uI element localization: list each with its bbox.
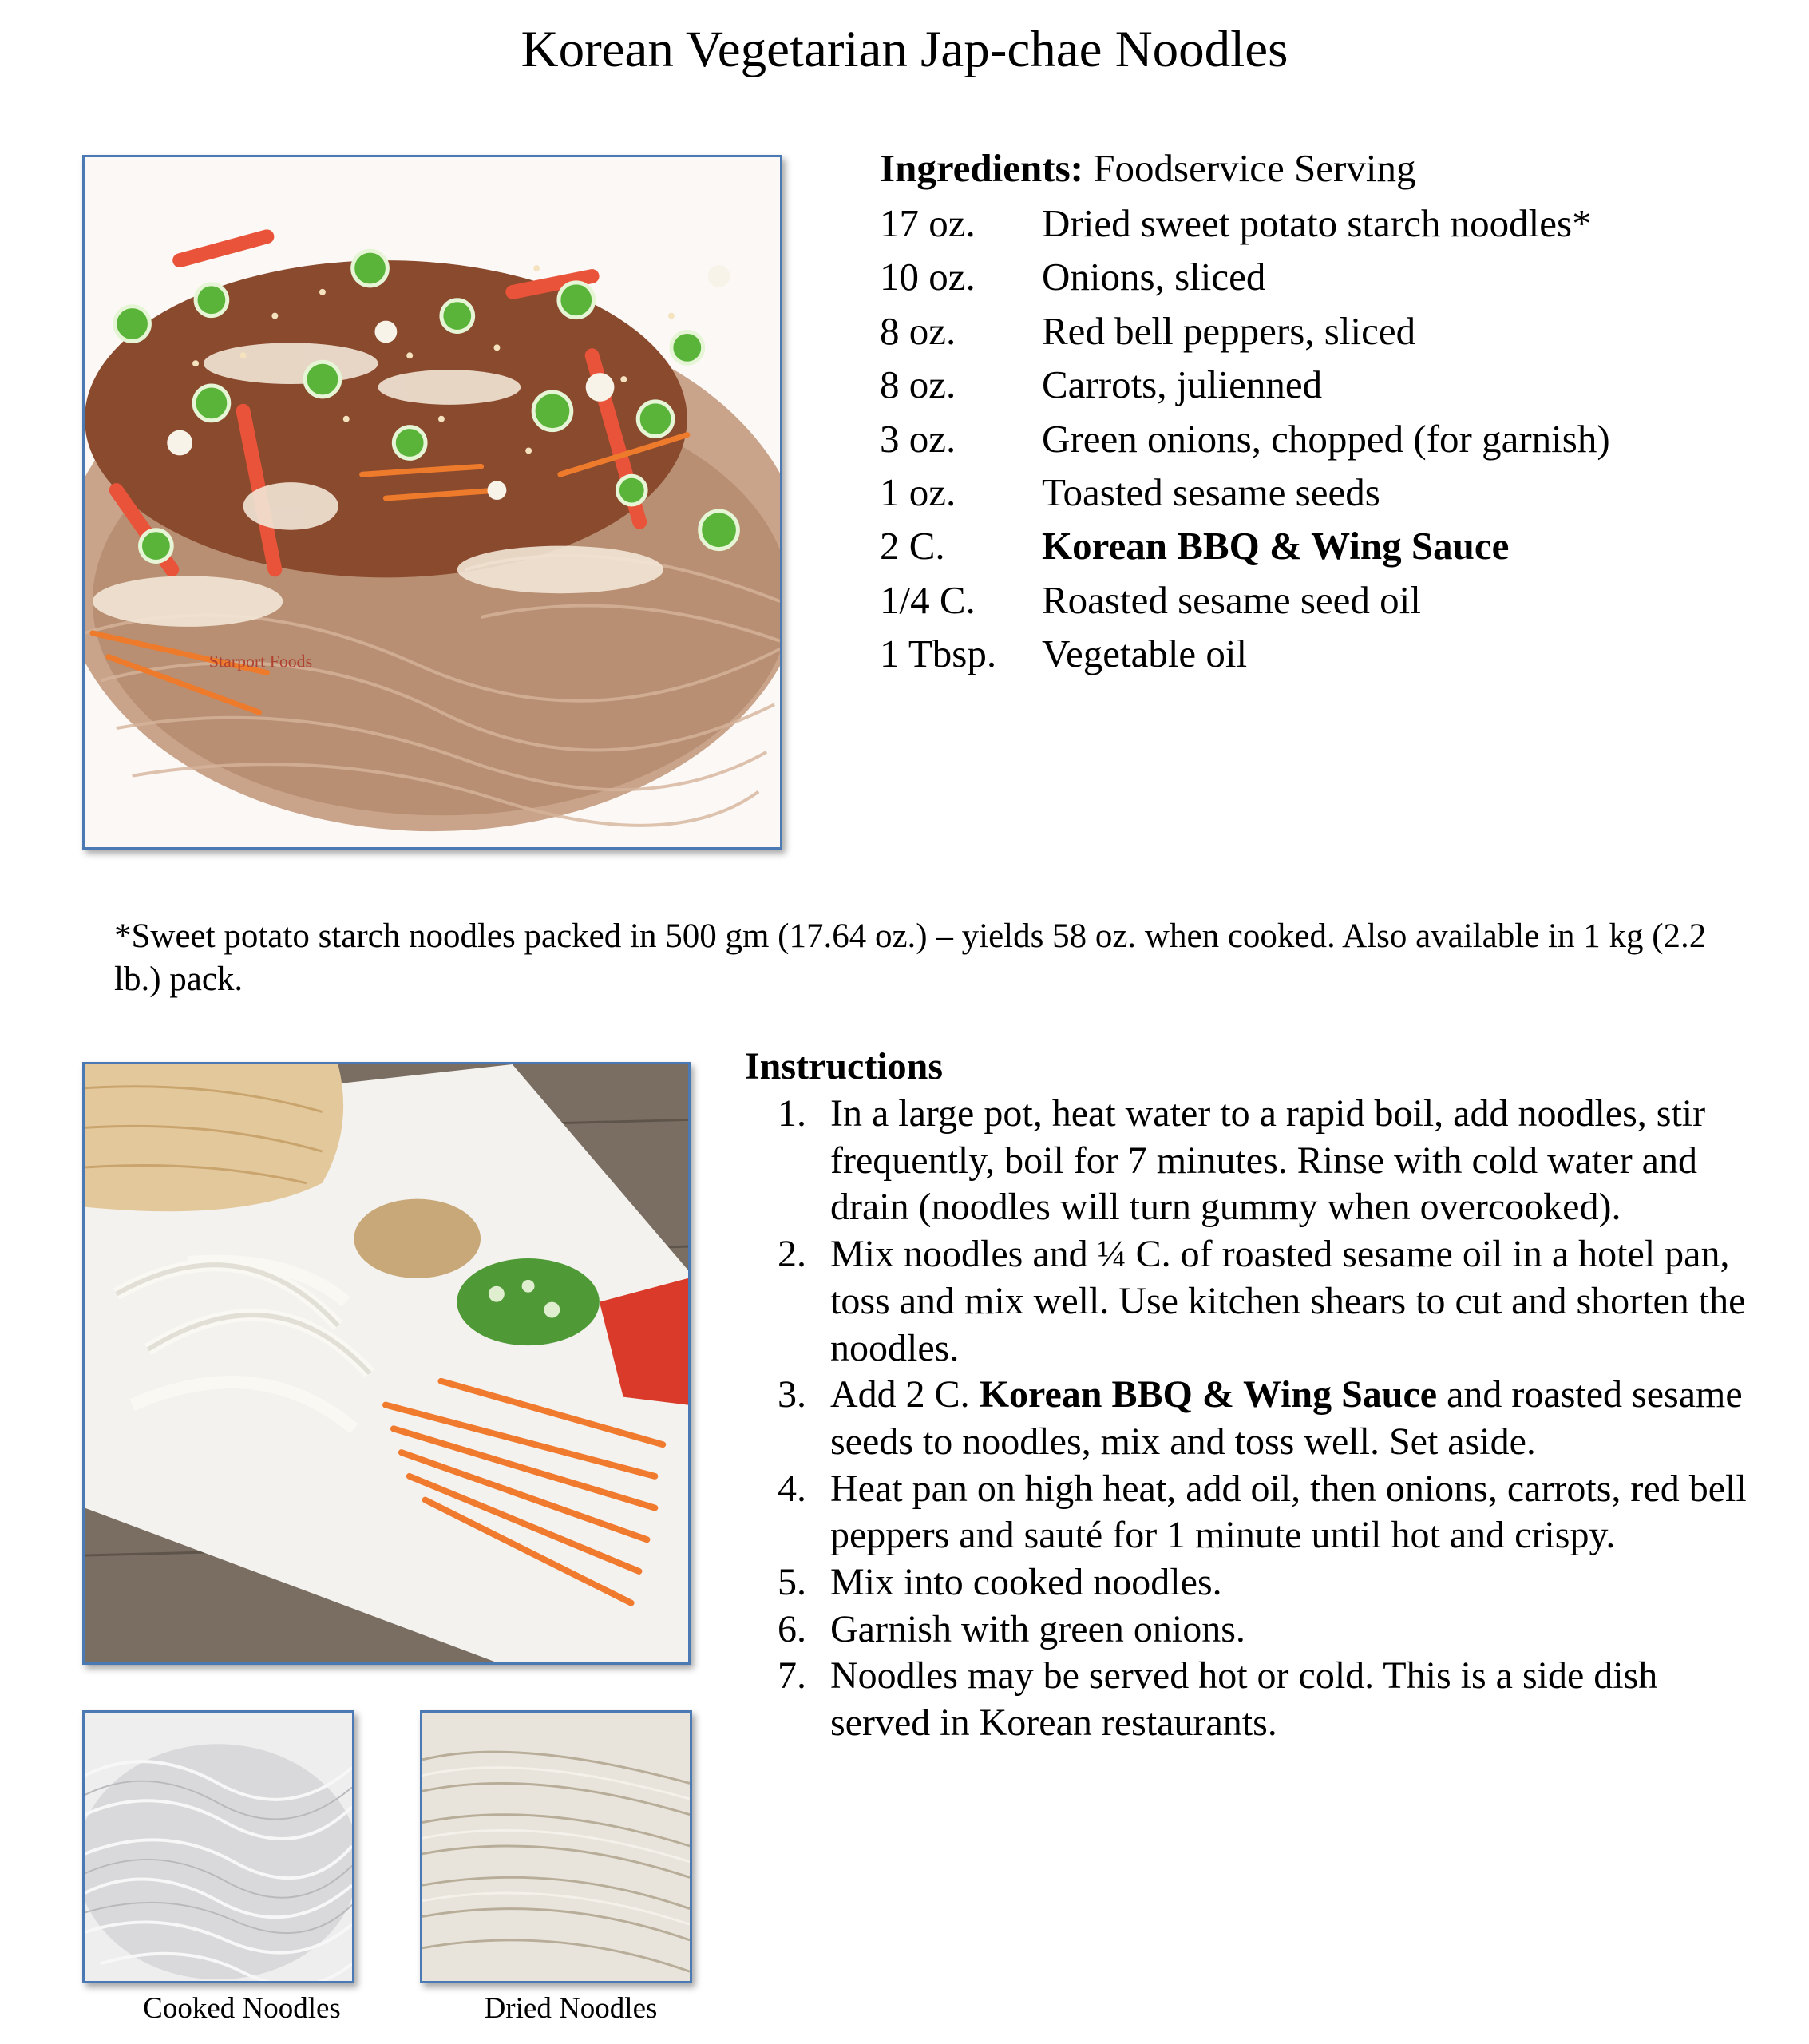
instruction-step xyxy=(745,1466,1767,1559)
cooked-noodles-photo xyxy=(82,1710,354,1983)
ingredient-row xyxy=(880,627,1758,680)
ingredients-section xyxy=(880,142,1758,681)
instructions-section xyxy=(745,1043,1767,1747)
ingredient-name: Green onions, chopped (for garnish) xyxy=(1042,416,1610,461)
ingredient-name: Vegetable oil xyxy=(1042,632,1248,676)
step-text: Heat pan on high heat, add oil, then onions, carrots, red bell peppers and sauté for 1 minute until hot and crispy. xyxy=(830,1467,1747,1557)
step-text: Add 2 C. Korean BBQ & Wing Sauce and roasted sesame seeds to noodles, mix and toss well. Set aside. xyxy=(830,1373,1743,1463)
instruction-step xyxy=(745,1231,1767,1372)
ingredient-name-sauce: Korean BBQ & Wing Sauce xyxy=(1042,524,1510,568)
ingredient-qty: 10 oz. xyxy=(880,255,976,299)
ingredients-header xyxy=(880,142,1758,195)
instruction-step xyxy=(745,1372,1767,1465)
step-number: 4. xyxy=(778,1467,806,1510)
ingredient-name: Red bell peppers, sliced xyxy=(1042,308,1416,353)
step-number: 6. xyxy=(778,1607,806,1650)
step-number: 7. xyxy=(778,1654,806,1697)
step-text: Mix into cooked noodles. xyxy=(830,1561,1222,1604)
ingredient-row xyxy=(880,196,1758,250)
ingredient-qty: 1/4 C. xyxy=(880,577,976,622)
ingredients-subheading: Foodservice Serving xyxy=(1093,146,1416,190)
ingredient-row xyxy=(880,304,1758,358)
ingredient-row xyxy=(880,250,1758,303)
instructions-heading: Instructions xyxy=(745,1045,944,1087)
step-number: 1. xyxy=(778,1092,806,1135)
dried-noodles-caption: Dried Noodles xyxy=(484,1992,658,2025)
step-text: In a large pot, heat water to a rapid boil, add noodles, stir frequently, boil for 7 minutes. Rinse with cold water and drain (noodles will turn gummy when overcooked). xyxy=(830,1092,1706,1229)
ingredient-qty: 17 oz. xyxy=(880,201,976,245)
step-text: Mix noodles and ¼ C. of roasted sesame oil in a hotel pan, toss and mix well. Use kitchen shears to cut and shorten the noodles. xyxy=(830,1233,1746,1369)
ingredient-qty: 3 oz. xyxy=(880,416,956,461)
ingredient-row xyxy=(880,412,1758,465)
step-number: 5. xyxy=(778,1561,806,1604)
step-number: 3. xyxy=(778,1373,806,1416)
ingredient-row xyxy=(880,465,1758,519)
ingredient-name: Dried sweet potato starch noodles* xyxy=(1042,201,1592,245)
ingredient-name: Carrots, julienned xyxy=(1042,362,1323,407)
ingredient-qty: 8 oz. xyxy=(880,308,956,353)
dried-noodles-photo xyxy=(420,1710,692,1983)
starport-watermark: Starport Foods xyxy=(208,652,313,671)
japchae-dish-photo xyxy=(82,155,782,850)
ingredients-list xyxy=(880,196,1758,681)
ingredient-qty: 8 oz. xyxy=(880,362,956,407)
page-title: Korean Vegetarian Jap-chae Noodles xyxy=(521,21,1288,78)
ingredient-qty: 1 Tbsp. xyxy=(880,632,997,676)
step-text: Garnish with green onions. xyxy=(830,1607,1245,1650)
instructions-list xyxy=(745,1091,1767,1747)
ingredients-platter-photo xyxy=(82,1062,691,1665)
step-text: Noodles may be served hot or cold. This is a side dish served in Korean restaurants. xyxy=(830,1654,1658,1745)
cooked-noodles-caption: Cooked Noodles xyxy=(143,1992,341,2025)
sauce-name: Korean BBQ & Wing Sauce xyxy=(979,1373,1438,1416)
noodle-footnote: *Sweet potato starch noodles packed in 500 gm (17.64 oz.) – yields 58 oz. when cooked. Also available in 1 kg (2.2 lb.) pack. xyxy=(114,917,1707,998)
ingredient-row xyxy=(880,519,1758,572)
ingredient-qty: 2 C. xyxy=(880,524,945,568)
instruction-step xyxy=(745,1559,1767,1606)
instruction-step xyxy=(745,1653,1767,1746)
instruction-step xyxy=(745,1091,1767,1231)
ingredient-name: Toasted sesame seeds xyxy=(1042,469,1380,514)
ingredient-name: Roasted sesame seed oil xyxy=(1042,577,1421,622)
ingredient-qty: 1 oz. xyxy=(880,469,956,514)
ingredient-name: Onions, sliced xyxy=(1042,255,1266,299)
ingredients-heading: Ingredients: xyxy=(880,146,1084,190)
step-number: 2. xyxy=(778,1233,806,1276)
instruction-step xyxy=(745,1606,1767,1654)
ingredient-row xyxy=(880,573,1758,627)
ingredient-row xyxy=(880,358,1758,411)
